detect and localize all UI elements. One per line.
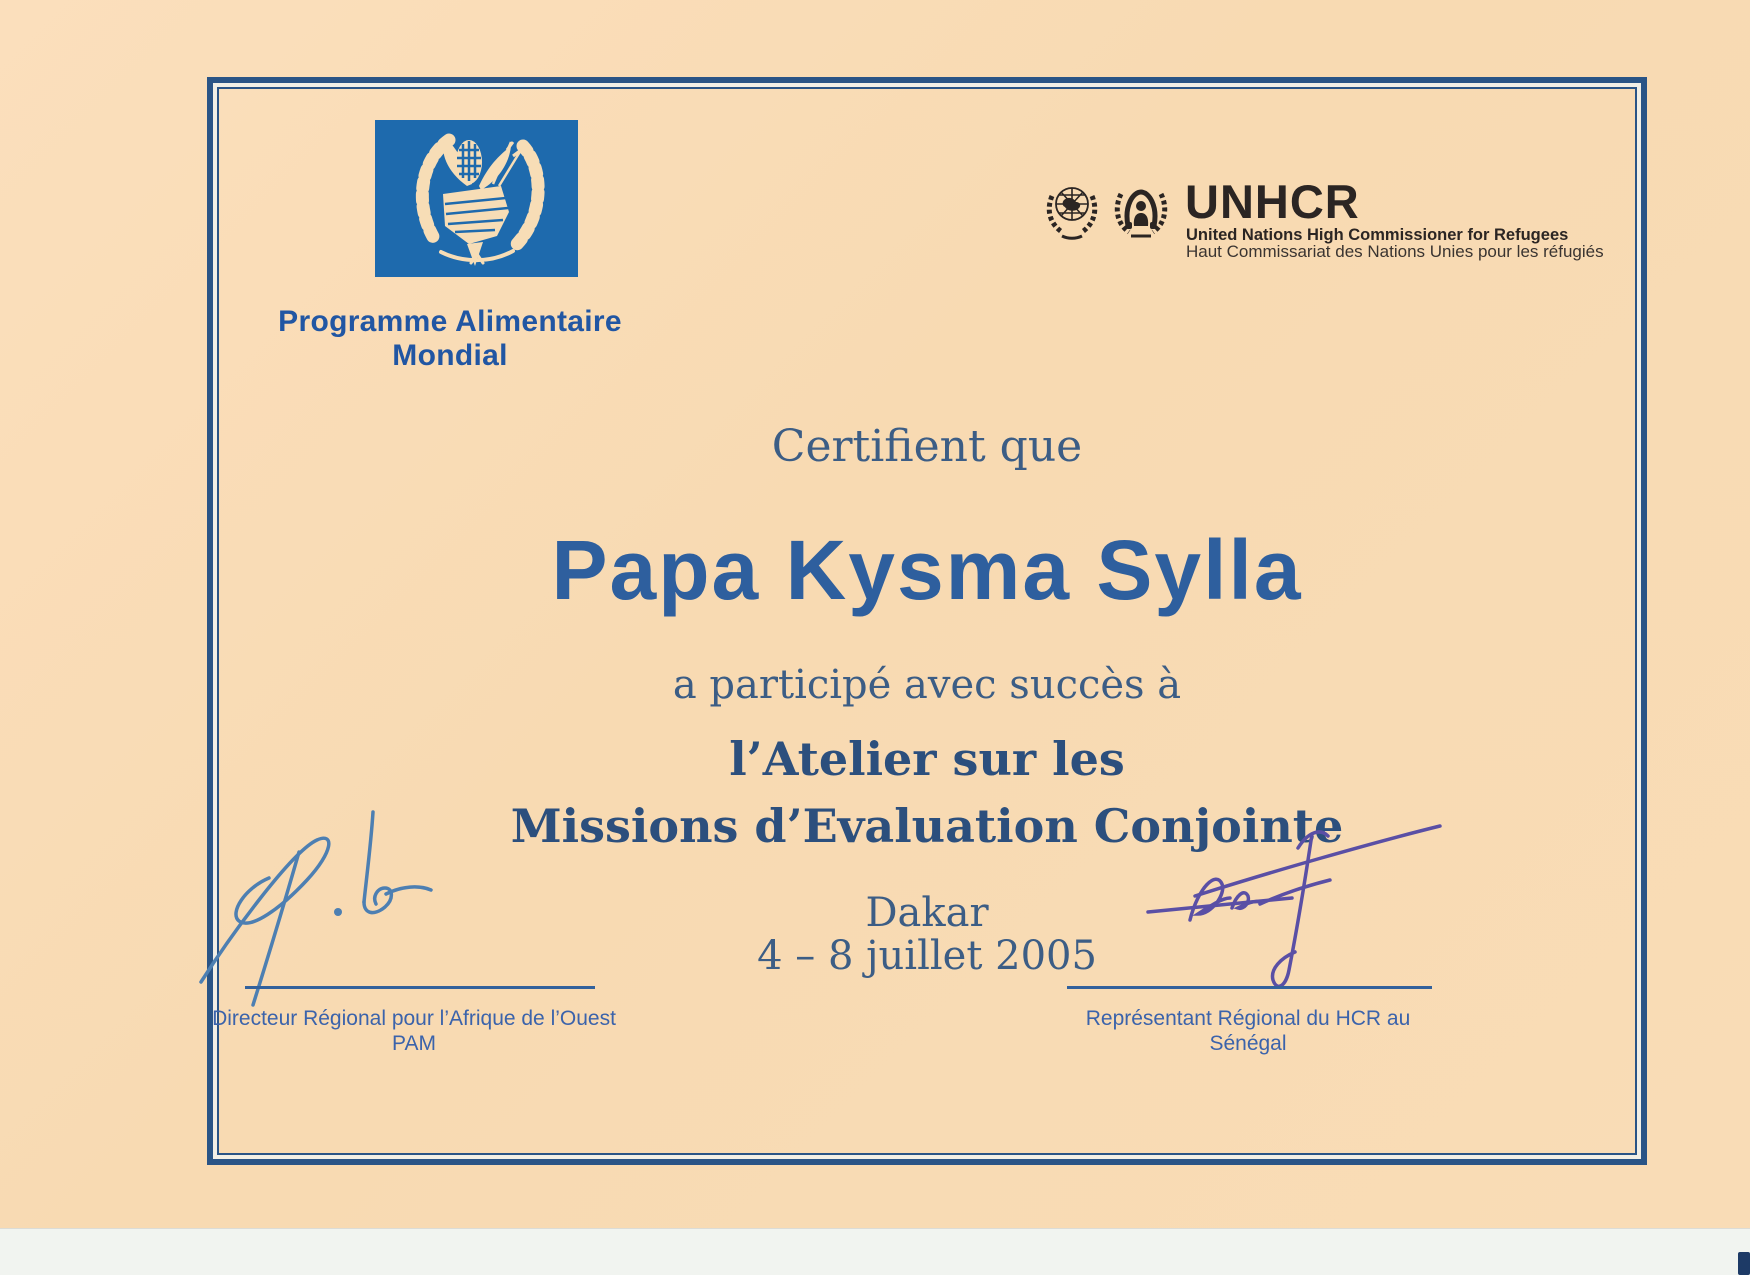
right-signatory-role-line1: Représentant Régional du HCR au <box>1085 1007 1411 1030</box>
participation-line: a participé avec succès à <box>672 662 1182 708</box>
wfp-emblem-icon <box>375 120 578 277</box>
recipient-name: Papa Kysma Sylla <box>551 523 1303 617</box>
unhcr-acronym: UNHCR <box>1185 175 1360 228</box>
left-signature-ink <box>195 790 445 1015</box>
unhcr-name-french: Haut Commissariat des Nations Unies pour les réfugiés <box>1186 242 1604 261</box>
right-signatory-role-line2: Sénégal <box>1209 1032 1287 1055</box>
left-signature-line <box>245 986 595 989</box>
event-location: Dakar <box>865 890 989 936</box>
unhcr-name-english: United Nations High Commissioner for Refugees <box>1186 226 1569 244</box>
scanner-edge-strip <box>0 1228 1750 1275</box>
wfp-org-name-line2: Mondial <box>392 339 508 372</box>
wfp-org-name <box>230 305 670 373</box>
un-emblem-icon <box>1040 180 1104 242</box>
certify-line: Certifient que <box>771 421 1083 472</box>
right-signatory-role <box>1018 1006 1478 1056</box>
workshop-title-line2: Missions d’Evaluation Conjointe <box>510 799 1344 853</box>
left-signatory-role-line1: Directeur Régional pour l’Afrique de l’Ouest <box>212 1007 616 1030</box>
wfp-org-name-line1: Programme Alimentaire <box>278 305 622 338</box>
unhcr-emblem-icon <box>1108 180 1174 242</box>
workshop-title-line1: l’Atelier sur les <box>729 732 1125 786</box>
left-signatory-role <box>184 1006 644 1056</box>
event-dates: 4 – 8 juillet 2005 <box>757 933 1097 979</box>
scan-artifact <box>1738 1252 1750 1275</box>
right-signature-line <box>1067 986 1432 989</box>
left-signatory-role-line2: PAM <box>392 1032 436 1055</box>
unhcr-logo-block <box>1040 175 1604 263</box>
